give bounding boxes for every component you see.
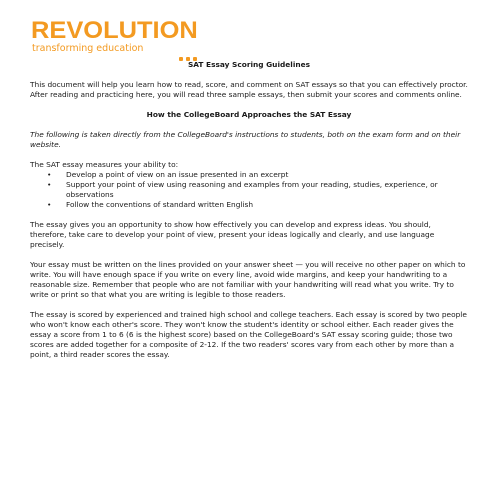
- body-paragraph-2: Your essay must be written on the lines provided on your answer sheet — you will receive no other paper on which to write. You will have enough space if you write on every line, avoid wide margins, and keep your handwriting to a reasonable size. Remember that people who are not familiar with your handwriting will read what you write. Try to write or print so that what you are writing is legible to those readers.: [30, 260, 466, 299]
- source-note: The following is taken directly from the CollegeBoard's instructions to students, both on the exam form and on their website.: [30, 130, 461, 149]
- list-item: • Follow the conventions of standard written English: [66, 200, 468, 210]
- document-body: [30, 60, 468, 370]
- intro-paragraph: This document will help you learn how to read, score, and comment on SAT essays so that you can effectively proctor. After reading and practicing here, you will read three sample essays, then submit your scores and comments online.: [30, 80, 468, 99]
- revolution-logo: [31, 17, 198, 54]
- ability-list: [30, 170, 468, 210]
- list-item: • Support your point of view using reasoning and examples from your reading, studies, experience, or observations: [66, 180, 468, 200]
- logo-tagline: transforming education: [32, 43, 144, 54]
- logo-wordmark: REVOLUTION: [31, 17, 198, 44]
- bullet-lead: The SAT essay measures your ability to:: [30, 160, 179, 169]
- section-heading: How the CollegeBoard Approaches the SAT Essay: [146, 110, 352, 119]
- document-title: SAT Essay Scoring Guidelines: [187, 60, 311, 69]
- list-item: • Develop a point of view on an issue presented in an excerpt: [66, 170, 468, 180]
- body-paragraph-1: The essay gives you an opportunity to show how effectively you can develop and express ideas. You should, therefore, take care to develop your point of view, present your ideas logically and clearly, and use language precisely.: [30, 220, 435, 249]
- body-paragraph-3: The essay is scored by experienced and trained high school and college teachers. Each essay is scored by two people who won't know each other's score. They won't know the student's identity or school either. Each reader gives the essay a score from 1 to 6 (6 is the highest score) based on the CollegeBoard's SAT essay scoring guide; those two scores are added together for a composite of 2-12. If the two readers' scores vary from each other by more than a point, a third reader scores the essay.: [30, 310, 467, 359]
- logo-dots-icon: [179, 46, 209, 52]
